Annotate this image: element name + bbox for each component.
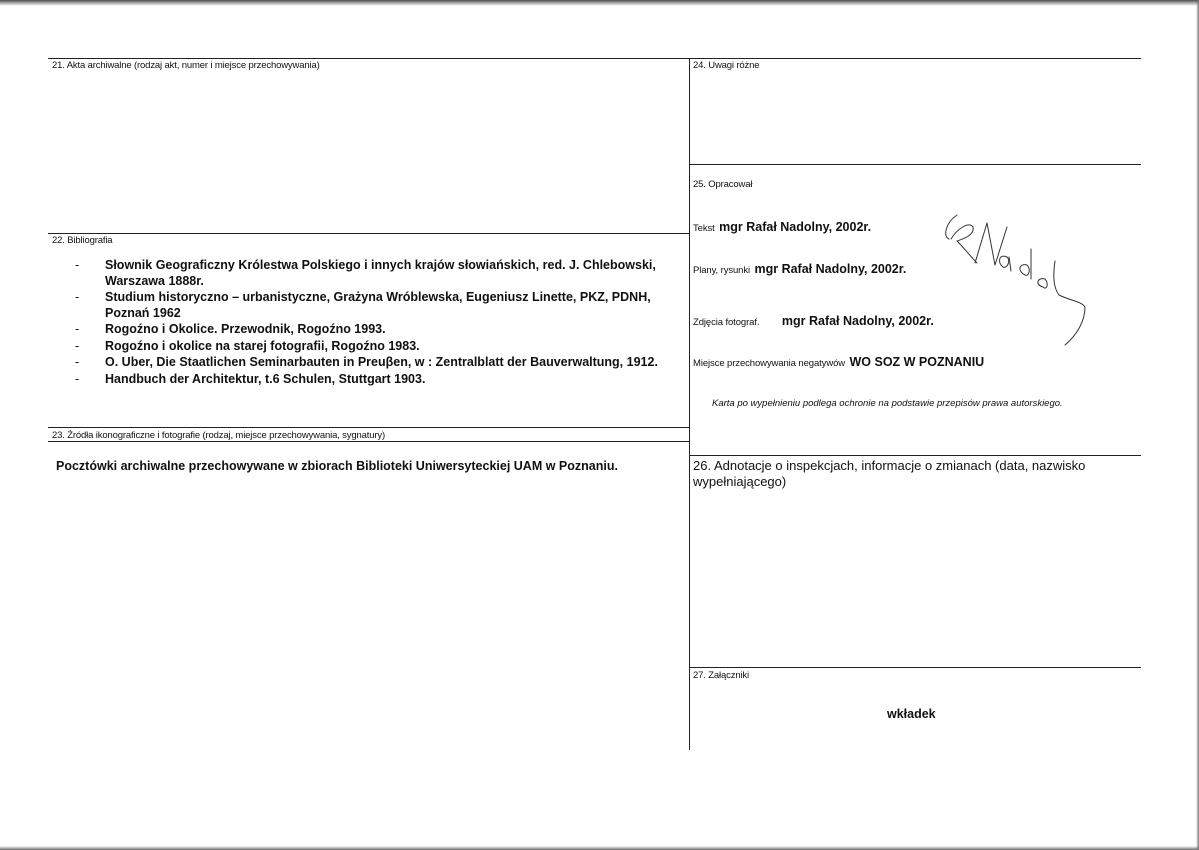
author-photos-label: Zdjęcia fotograf.: [693, 317, 760, 328]
section-27-label: 27. Załączniki: [693, 670, 749, 681]
negatives-location-label: Miejsce przechowywania negatywów: [693, 358, 846, 369]
bibliography-item-text: O. Uber, Die Staatlichen Seminarbauten in Preuβen, w : Zentralblatt der Bauverwaltung, 1912.: [105, 355, 658, 369]
scan-edge-bottom: [0, 846, 1199, 850]
rule-top-left: [48, 58, 689, 59]
rule-26-27: [689, 667, 1141, 668]
rule-23-body: [48, 441, 689, 442]
section-23-text: Pocztówki archiwalne przechowywane w zbiorach Biblioteki Uniwersyteckiej UAM w Poznaniu.: [56, 459, 618, 473]
negatives-location-row: [693, 353, 984, 371]
rule-21-22: [48, 233, 689, 234]
rule-top-right: [689, 58, 1141, 59]
bibliography-item: [75, 258, 685, 289]
section-22-label: 22. Bibliografia: [52, 235, 113, 246]
bibliography-item-text: Rogoźno i Okolice. Przewodnik, Rogoźno 1993.: [105, 322, 386, 336]
bibliography-item: [75, 355, 685, 371]
rule-22-23: [48, 427, 689, 428]
bullet-dash: -: [75, 322, 80, 336]
bullet-dash: -: [75, 371, 80, 386]
section-24-label: 24. Uwagi różne: [693, 60, 760, 71]
handwritten-signature: [935, 205, 1095, 355]
bullet-dash: -: [75, 290, 80, 304]
section-21-label: 21. Akta archiwalne (rodzaj akt, numer i miejsce przechowywania): [52, 60, 320, 71]
bullet-dash: -: [75, 338, 80, 353]
author-text-row: [693, 218, 871, 236]
author-plans-label: Plany, rysunki: [693, 265, 751, 276]
section-25-label: 25. Opracował: [693, 179, 753, 190]
bullet-dash: -: [75, 258, 80, 272]
author-text-value: mgr Rafał Nadolny, 2002r.: [719, 220, 872, 234]
attachments-value: wkładek: [887, 707, 936, 721]
copyright-note: Karta po wypełnieniu podlega ochronie na podstawie przepisów prawa autorskiego.: [712, 398, 1063, 409]
bibliography-item-text: Studium historyczno – urbanistyczne, Grażyna Wróblewska, Eugeniusz Linette, PKZ, PDNH, Poznań 1962: [105, 290, 651, 320]
bibliography-item: [75, 290, 685, 321]
negatives-location-value: WO SOZ W POZNANIU: [849, 355, 985, 369]
scan-edge-top: [0, 0, 1199, 6]
bibliography-item: [75, 322, 685, 338]
bibliography-item-text: Słownik Geograficzny Królestwa Polskiego i innych krajów słowiańskich, red. J. Chlebowski, Warszawa 1888r.: [105, 258, 656, 288]
author-plans-row: [693, 260, 906, 278]
rule-center-vertical: [689, 58, 690, 750]
rule-25-26: [689, 455, 1141, 456]
author-photos-row: [693, 312, 934, 330]
bibliography-item: [75, 372, 685, 388]
author-text-label: Tekst: [693, 223, 715, 234]
bibliography-item-text: Handbuch der Architektur, t.6 Schulen, Stuttgart 1903.: [105, 371, 426, 386]
rule-24-25: [689, 164, 1141, 165]
author-photos-value: mgr Rafał Nadolny, 2002r.: [781, 314, 934, 328]
bullet-dash: -: [75, 355, 80, 369]
bibliography-item: [75, 339, 685, 355]
author-plans-value: mgr Rafał Nadolny, 2002r.: [754, 262, 907, 276]
bibliography-list: [75, 258, 685, 388]
section-26-label: 26. Adnotacje o inspekcjach, informacje o zmianach (data, nazwisko wypełniającego): [693, 458, 1086, 489]
bibliography-item-text: Rogoźno i okolice na starej fotografii, Rogoźno 1983.: [105, 338, 420, 353]
section-23-label: 23. Źródła ikonograficzne i fotografie (rodzaj, miejsce przechowywania, sygnatury): [52, 430, 386, 441]
